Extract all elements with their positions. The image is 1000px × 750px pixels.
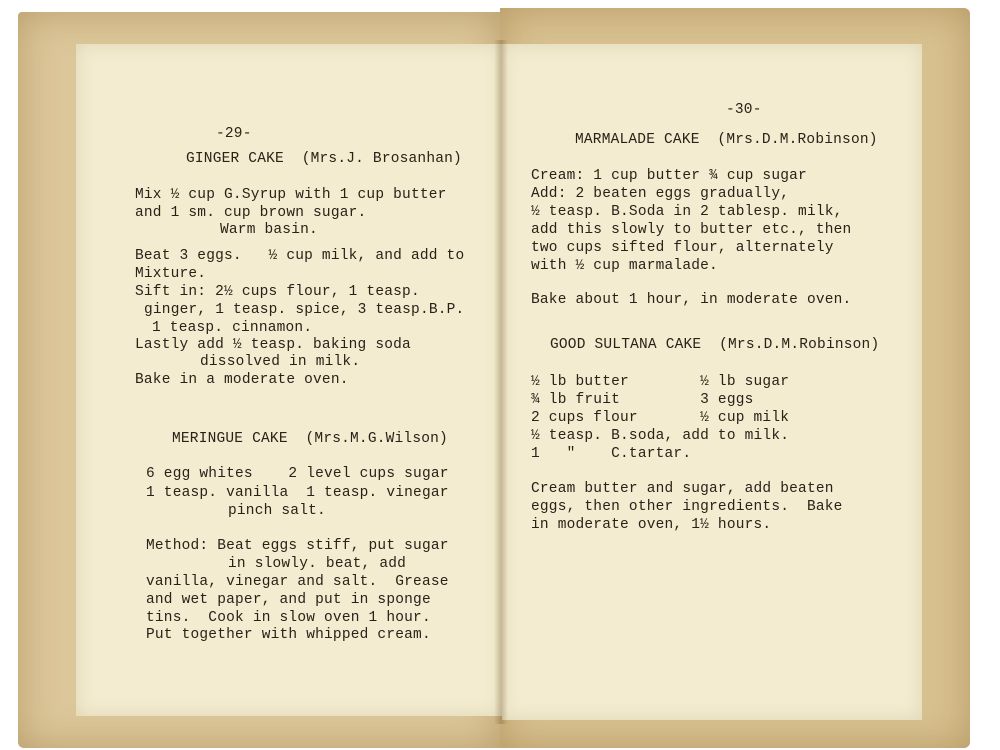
recipe-title-meringue-cake: MERINGUE CAKE (Mrs.M.G.Wilson) bbox=[172, 431, 448, 447]
recipe-line: ginger, 1 teasp. spice, 3 teasp.B.P. bbox=[144, 302, 465, 318]
recipe-line: 1 " C.tartar. bbox=[531, 446, 692, 462]
recipe-line: Mixture. bbox=[135, 266, 207, 282]
recipe-line: pinch salt. bbox=[228, 503, 326, 519]
recipe-line: ½ teasp. B.Soda in 2 tablesp. milk, bbox=[531, 204, 843, 220]
recipe-title-ginger-cake: GINGER CAKE (Mrs.J. Brosanhan) bbox=[186, 151, 462, 167]
book-gutter bbox=[494, 40, 508, 724]
recipe-line: 2 cups flour ½ cup milk bbox=[531, 410, 790, 426]
recipe-line: Bake in a moderate oven. bbox=[135, 372, 349, 388]
recipe-line: 6 egg whites 2 level cups sugar bbox=[146, 466, 449, 482]
recipe-line: vanilla, vinegar and salt. Grease bbox=[146, 574, 449, 590]
recipe-line: add this slowly to butter etc., then bbox=[531, 222, 852, 238]
recipe-line: Method: Beat eggs stiff, put sugar bbox=[146, 538, 449, 554]
recipe-line: eggs, then other ingredients. Bake bbox=[531, 499, 843, 515]
recipe-line: and 1 sm. cup brown sugar. bbox=[135, 205, 367, 221]
recipe-line: ¾ lb fruit 3 eggs bbox=[531, 392, 754, 408]
recipe-line: in slowly. beat, add bbox=[228, 556, 407, 572]
recipe-line: ½ lb butter ½ lb sugar bbox=[531, 374, 790, 390]
recipe-line: Bake about 1 hour, in moderate oven. bbox=[531, 292, 852, 308]
recipe-line: Cream butter and sugar, add beaten bbox=[531, 481, 834, 497]
recipe-line: two cups sifted flour, alternately bbox=[531, 240, 834, 256]
recipe-line: Beat 3 eggs. ½ cup milk, and add to bbox=[135, 248, 465, 264]
recipe-title-marmalade-cake: MARMALADE CAKE (Mrs.D.M.Robinson) bbox=[575, 132, 878, 148]
recipe-line: Sift in: 2½ cups flour, 1 teasp. bbox=[135, 284, 420, 300]
recipe-line: Warm basin. bbox=[220, 222, 318, 238]
recipe-line: Lastly add ½ teasp. baking soda bbox=[135, 337, 411, 353]
page-number-left: -29- bbox=[216, 126, 252, 142]
recipe-line: Cream: 1 cup butter ¾ cup sugar bbox=[531, 168, 807, 184]
recipe-line: Add: 2 beaten eggs gradually, bbox=[531, 186, 790, 202]
recipe-title-good-sultana-cake: GOOD SULTANA CAKE (Mrs.D.M.Robinson) bbox=[550, 337, 880, 353]
recipe-line: 1 teasp. vanilla 1 teasp. vinegar bbox=[146, 485, 449, 501]
page-number-right: -30- bbox=[726, 102, 762, 118]
recipe-line: with ½ cup marmalade. bbox=[531, 258, 718, 274]
recipe-line: and wet paper, and put in sponge bbox=[146, 592, 431, 608]
recipe-line: Put together with whipped cream. bbox=[146, 627, 431, 643]
recipe-line: in moderate oven, 1½ hours. bbox=[531, 517, 772, 533]
recipe-line: ½ teasp. B.soda, add to milk. bbox=[531, 428, 790, 444]
recipe-line: 1 teasp. cinnamon. bbox=[152, 320, 313, 336]
recipe-line: tins. Cook in slow oven 1 hour. bbox=[146, 610, 431, 626]
recipe-line: dissolved in milk. bbox=[200, 354, 361, 370]
recipe-line: Mix ½ cup G.Syrup with 1 cup butter bbox=[135, 187, 447, 203]
